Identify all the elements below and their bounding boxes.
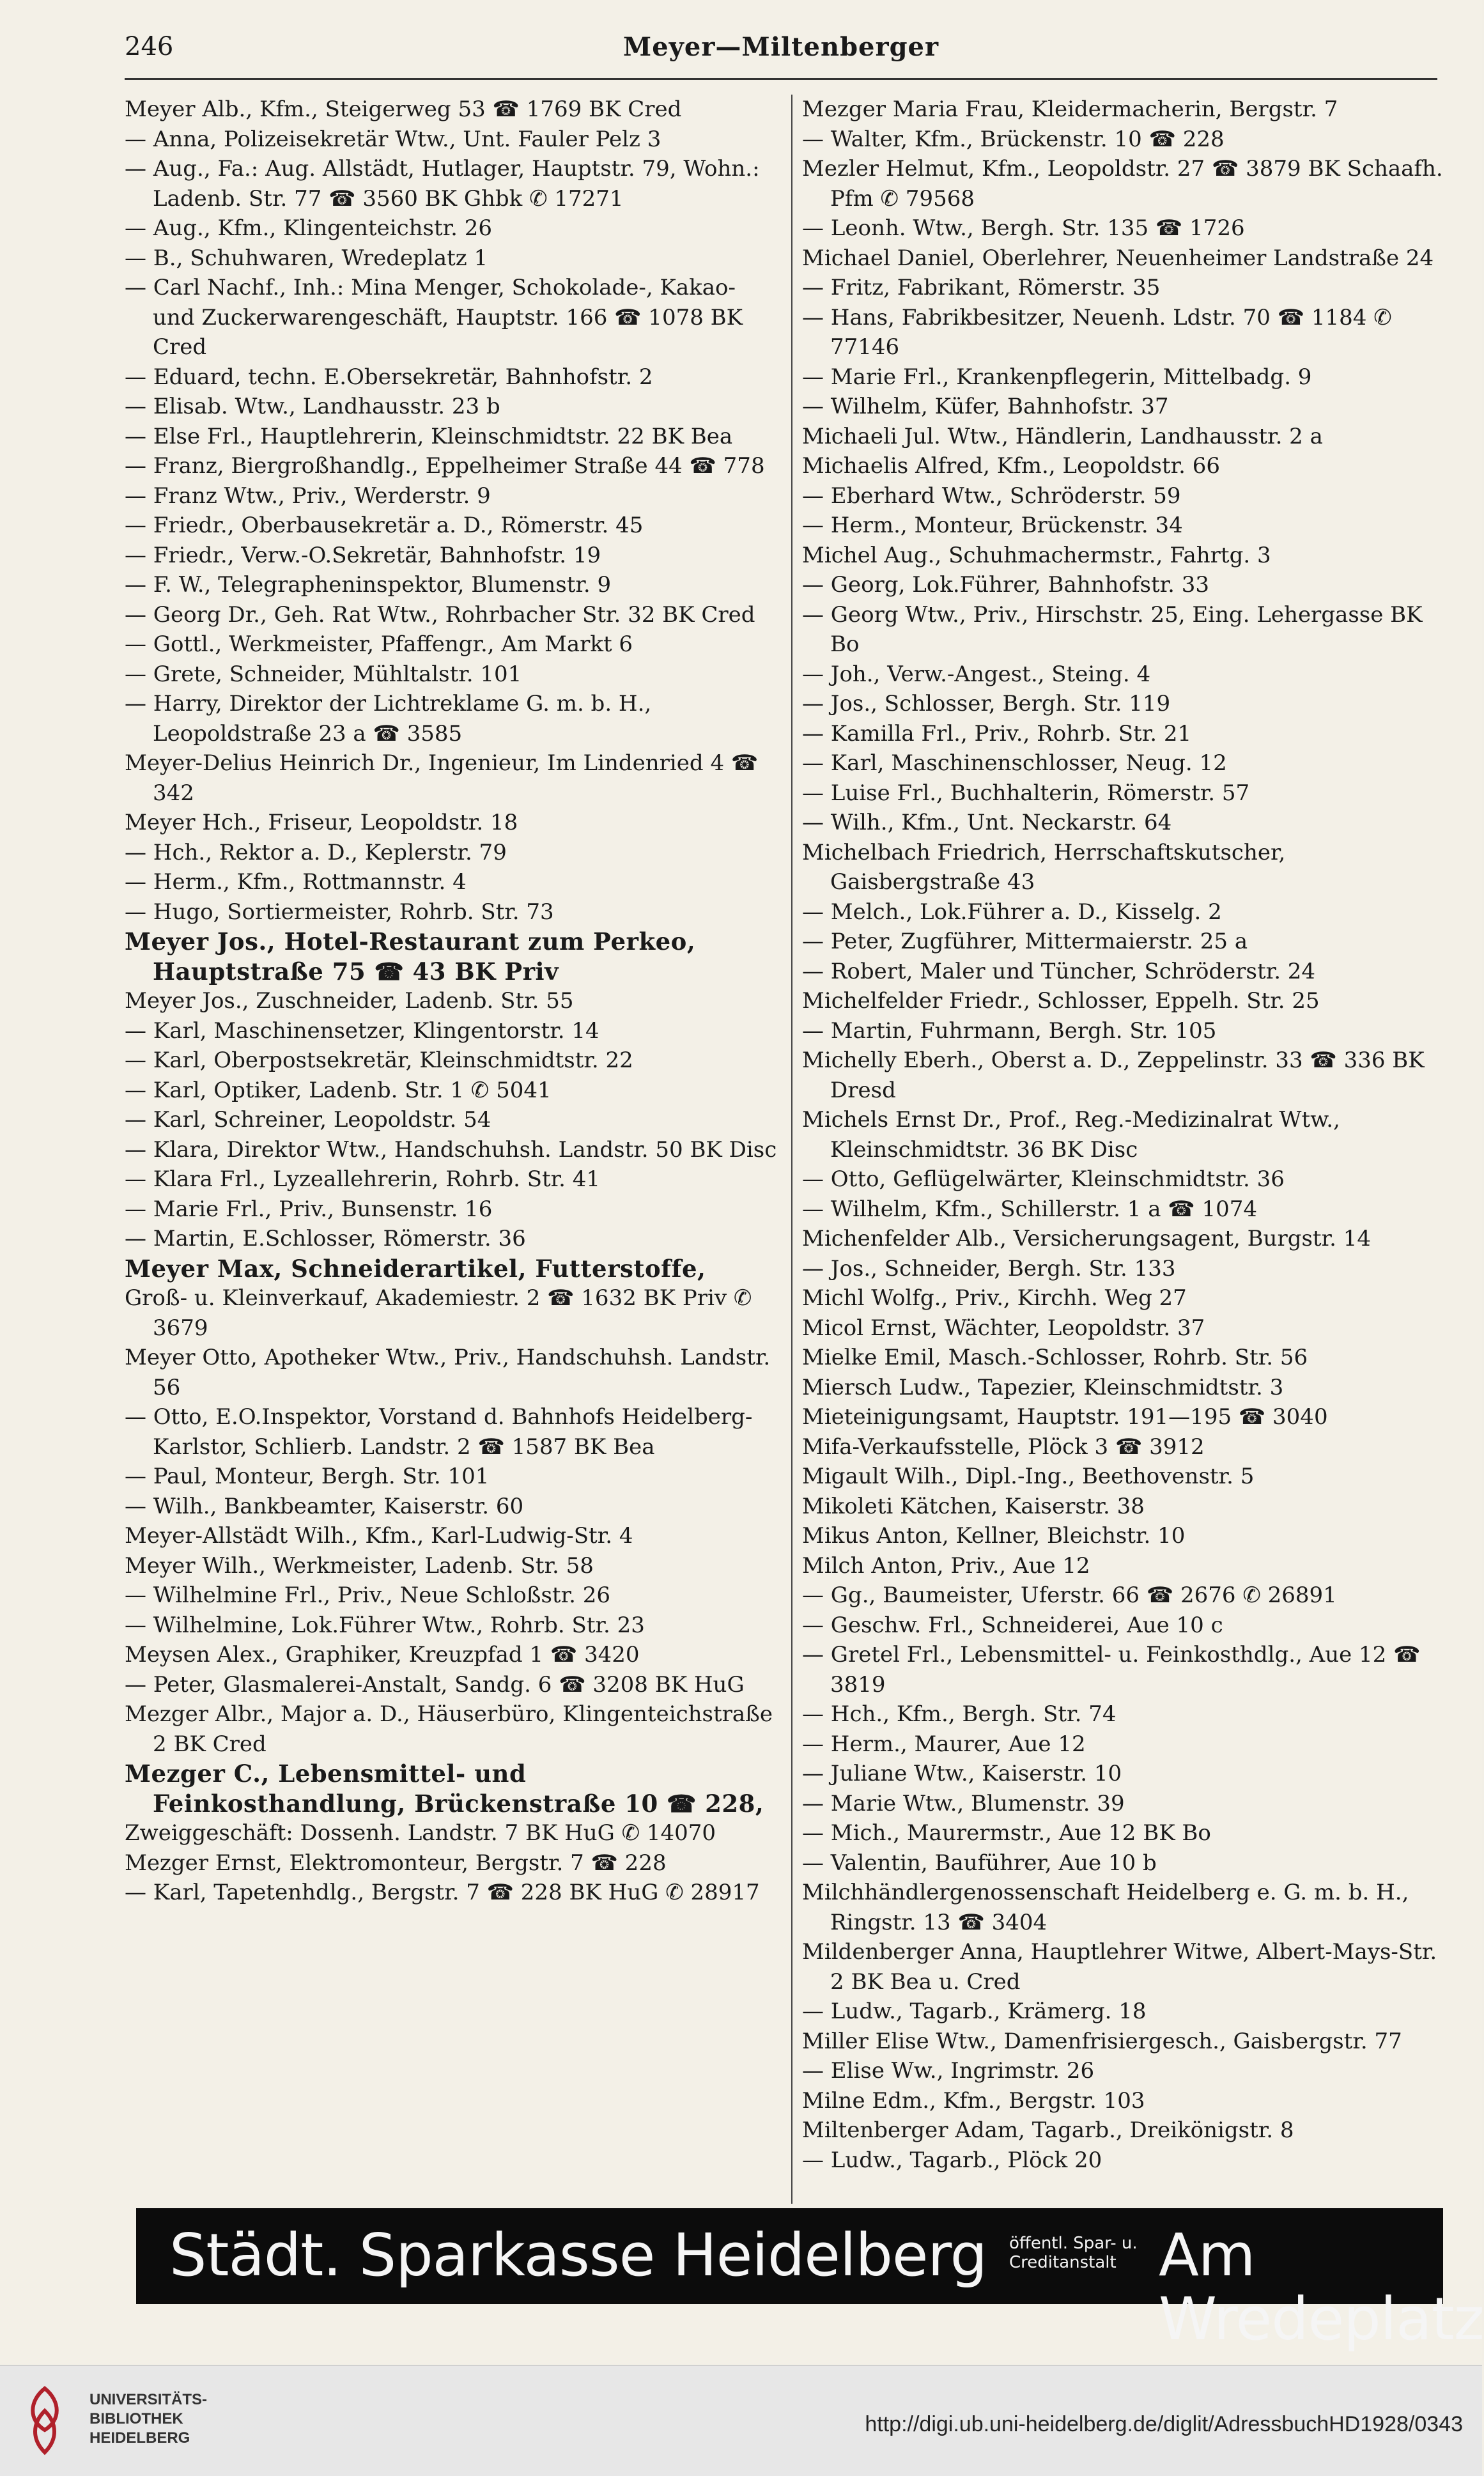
- entry-text: — Robert, Maler und Tüncher, Schröderstr. 24: [802, 958, 1316, 984]
- entry-text: — Karl, Maschinensetzer, Klingentorstr. 14: [125, 1017, 599, 1044]
- directory-entry: [802, 748, 1451, 778]
- directory-entry: [125, 1878, 783, 1908]
- entry-text: Meyer-Delius Heinrich Dr., Ingenieur, Im Lindenried 4 ☎ 342: [125, 750, 759, 806]
- entry-text: — Juliane Wtw., Kaiserstr. 10: [802, 1761, 1122, 1786]
- directory-entry: [802, 1105, 1451, 1164]
- directory-entry: [125, 511, 783, 541]
- directory-entry: [125, 244, 783, 274]
- entry-text: — Walter, Kfm., Brückenstr. 10 ☎ 228: [802, 126, 1225, 152]
- directory-entry: [125, 748, 783, 808]
- entry-text: — Carl Nachf., Inh.: Mina Menger, Schokolade-, Kakao- und Zuckerwarengeschäft, Hauptstr. 166 ☎ 1078 BK Cred: [125, 275, 743, 360]
- entry-text: Mildenberger Anna, Hauptlehrer Witwe, Albert-Mays-Str. 2 BK Bea u. Cred: [802, 1939, 1437, 1995]
- directory-entry: [125, 689, 783, 748]
- logo-line3: HEIDELBERG: [89, 2429, 190, 2447]
- entry-text: Meyer-Allstädt Wilh., Kfm., Karl-Ludwig-Str. 4: [125, 1523, 633, 1549]
- directory-entry: [802, 1729, 1451, 1760]
- entry-text: — Luise Frl., Buchhalterin, Römerstr. 57: [802, 780, 1250, 806]
- directory-entry: [802, 957, 1451, 987]
- header-rule: [125, 78, 1437, 80]
- entry-text: Mikus Anton, Kellner, Bleichstr. 10: [802, 1523, 1186, 1549]
- entry-text: Meyer Otto, Apotheker Wtw., Priv., Handschuhsh. Landstr. 56: [125, 1345, 771, 1400]
- directory-entry: [802, 95, 1451, 125]
- directory-entry: [802, 1789, 1451, 1819]
- entry-text: — Georg Wtw., Priv., Hirschstr. 25, Eing. Lehergasse BK Bo: [802, 601, 1423, 657]
- entry-text: Milch Anton, Priv., Aue 12: [802, 1552, 1090, 1579]
- directory-entry: [125, 1551, 783, 1581]
- entry-text: Michelbach Friedrich, Herrschaftskutscher, Gaisbergstraße 43: [802, 839, 1286, 895]
- directory-entry: [125, 392, 783, 422]
- directory-entry: [125, 838, 783, 868]
- entry-text: — Aug., Kfm., Klingenteichstr. 26: [125, 215, 493, 241]
- directory-entry: [802, 303, 1451, 362]
- entry-text: — Gg., Baumeister, Uferstr. 66 ☎ 2676 ✆ 26891: [802, 1582, 1337, 1608]
- entry-text: — Else Frl., Hauptlehrerin, Kleinschmidtstr. 22 BK Bea: [125, 423, 733, 449]
- entry-text: — Jos., Schlosser, Bergh. Str. 119: [802, 691, 1171, 716]
- entry-text: Michel Aug., Schuhmachermstr., Fahrtg. 3: [802, 542, 1271, 568]
- directory-entry: [125, 1402, 783, 1462]
- directory-entry: [802, 1611, 1451, 1641]
- entry-text: — Peter, Glasmalerei-Anstalt, Sandg. 6 ☎ 3208 BK HuG: [125, 1671, 745, 1698]
- entry-text: — Melch., Lok.Führer a. D., Kisselg. 2: [802, 899, 1222, 925]
- entry-text: — Fritz, Fabrikant, Römerstr. 35: [802, 275, 1161, 300]
- entry-text: — Wilhelm, Küfer, Bahnhofstr. 37: [802, 394, 1169, 419]
- entry-text: — Wilh., Kfm., Unt. Neckarstr. 64: [802, 810, 1172, 835]
- ad-small-line2: Creditanstalt: [1009, 2253, 1117, 2272]
- entry-text: — Valentin, Bauführer, Aue 10 b: [802, 1850, 1157, 1876]
- directory-entry: [125, 1670, 783, 1700]
- logo-line1: UNIVERSITÄTS-: [89, 2391, 208, 2408]
- entry-text: — Franz, Biergroßhandlg., Eppelheimer Straße 44 ☎ 778: [125, 453, 765, 479]
- directory-entry: [125, 1699, 783, 1759]
- directory-entry: [802, 1640, 1451, 1699]
- entry-text: — Elisab. Wtw., Landhausstr. 23 b: [125, 394, 500, 419]
- directory-entry: [802, 422, 1451, 452]
- directory-entry: [125, 1164, 783, 1195]
- directory-entry: [125, 1076, 783, 1106]
- directory-entry: [125, 1046, 783, 1076]
- entry-text: — Peter, Zugführer, Mittermaierstr. 25 a: [802, 929, 1248, 954]
- ad-small-line1: öffentl. Spar- u.: [1009, 2234, 1138, 2253]
- directory-entry: [802, 570, 1451, 600]
- entry-text: — F. W., Telegrapheninspektor, Blumenstr. 9: [125, 572, 612, 598]
- directory-entry: [125, 1343, 783, 1402]
- entry-text: — Elise Ww., Ingrimstr. 26: [802, 2058, 1095, 2084]
- entry-text: Mezger Maria Frau, Kleidermacherin, Bergstr. 7: [802, 97, 1338, 122]
- directory-entry: [802, 2056, 1451, 2086]
- entry-text: — Mich., Maurermstr., Aue 12 BK Bo: [802, 1820, 1211, 1846]
- entry-text: — Joh., Verw.-Angest., Steing. 4: [802, 661, 1151, 687]
- page-header: [125, 32, 1437, 77]
- entry-text: Meyer Jos., Hotel-Restaurant zum Perkeo, Hauptstraße 75 ☎ 43 BK Priv: [125, 927, 696, 986]
- directory-entry: [802, 1699, 1451, 1729]
- entry-text: — Wilh., Bankbeamter, Kaiserstr. 60: [125, 1493, 524, 1519]
- directory-entry: [802, 689, 1451, 719]
- directory-entry: [802, 1759, 1451, 1789]
- directory-entry: [125, 213, 783, 244]
- directory-entry: [802, 1373, 1451, 1403]
- entry-text: — Herm., Kfm., Rottmannstr. 4: [125, 869, 467, 895]
- directory-entry: [125, 1254, 783, 1284]
- directory-entry: [125, 927, 783, 986]
- directory-entry: [802, 778, 1451, 809]
- entry-text: Michael Daniel, Oberlehrer, Neuenheimer Landstraße 24: [802, 245, 1434, 271]
- entry-text: Mifa-Verkaufsstelle, Plöck 3 ☎ 3912: [802, 1434, 1205, 1460]
- entry-text: — Geschw. Frl., Schneiderei, Aue 10 c: [802, 1612, 1223, 1638]
- directory-entry: [125, 1224, 783, 1254]
- directory-entry: [802, 1878, 1451, 1937]
- directory-entry: [802, 1283, 1451, 1313]
- entry-text: — Paul, Monteur, Bergh. Str. 101: [125, 1464, 490, 1489]
- entry-text: Miltenberger Adam, Tagarb., Dreikönigstr. 8: [802, 2117, 1294, 2143]
- directory-entry: [802, 213, 1451, 244]
- right-column: [802, 95, 1451, 2204]
- directory-entry: [802, 1224, 1451, 1254]
- entry-text: — Aug., Fa.: Aug. Allstädt, Hutlager, Hauptstr. 79, Wohn.: Ladenb. Str. 77 ☎ 3560 BK Ghbk ✆ 17271: [125, 156, 760, 212]
- entry-text: Mezger Ernst, Elektromonteur, Bergstr. 7 ☎ 228: [125, 1850, 667, 1876]
- entry-text: — Karl, Optiker, Ladenb. Str. 1 ✆ 5041: [125, 1077, 552, 1103]
- directory-entry: [125, 1521, 783, 1551]
- entry-text: Meyer Alb., Kfm., Steigerweg 53 ☎ 1769 BK Cred: [125, 97, 682, 122]
- directory-entry: [125, 600, 783, 630]
- directory-entry: [802, 1462, 1451, 1492]
- entry-text: — Klara, Direktor Wtw., Handschuhsh. Landstr. 50 BK Disc: [125, 1136, 777, 1163]
- directory-entry: [125, 570, 783, 600]
- logo-line2: BIBLIOTHEK: [89, 2410, 183, 2427]
- directory-entry: [802, 600, 1451, 660]
- directory-entry: [802, 1521, 1451, 1551]
- directory-entry: [125, 451, 783, 481]
- entry-text: — Karl, Tapetenhdlg., Bergstr. 7 ☎ 228 BK HuG ✆ 28917: [125, 1880, 760, 1905]
- directory-entry: [802, 1343, 1451, 1373]
- directory-entry: [802, 1432, 1451, 1462]
- directory-entry: [125, 125, 783, 155]
- directory-entry: [802, 2116, 1451, 2146]
- entry-text: — Otto, E.O.Inspektor, Vorstand d. Bahnhofs Heidelberg-Karlstor, Schlierb. Landstr. 2 ☎ 1587 BK Bea: [125, 1404, 753, 1460]
- directory-entry: [125, 808, 783, 838]
- directory-entry: [802, 1492, 1451, 1522]
- entry-text: — Anna, Polizeisekretär Wtw., Unt. Fauler Pelz 3: [125, 126, 661, 152]
- entry-text: — Marie Frl., Krankenpflegerin, Mittelbadg. 9: [802, 364, 1312, 390]
- directory-entry: [125, 867, 783, 897]
- library-name: [89, 2390, 207, 2448]
- entry-text: Mikoleti Kätchen, Kaiserstr. 38: [802, 1493, 1145, 1519]
- directory-entry: [802, 481, 1451, 511]
- ad-main-text: Städt. Sparkasse Heidelberg: [169, 2221, 987, 2289]
- viewer-footer: [0, 2365, 1482, 2476]
- entry-text: — Martin, Fuhrmann, Bergh. Str. 105: [802, 1017, 1217, 1044]
- entry-text: — Karl, Schreiner, Leopoldstr. 54: [125, 1107, 491, 1133]
- directory-entry: [125, 1135, 783, 1165]
- running-title: Meyer—Miltenberger: [622, 32, 939, 62]
- directory-entry: [125, 1848, 783, 1878]
- directory-entry: [802, 1848, 1451, 1878]
- entry-text: Mieteinigungsamt, Hauptstr. 191—195 ☎ 3040: [802, 1404, 1328, 1430]
- entry-text: Milne Edm., Kfm., Bergstr. 103: [802, 2087, 1145, 2114]
- entry-text: — Wilhelm, Kfm., Schillerstr. 1 a ☎ 1074: [802, 1196, 1257, 1222]
- directory-entry: [802, 927, 1451, 957]
- entry-text: Milchhändlergenossenschaft Heidelberg e. G. m. b. H., Ringstr. 13 ☎ 3404: [802, 1880, 1409, 1935]
- entry-text: — Wilhelmine Frl., Priv., Neue Schloßstr. 26: [125, 1582, 610, 1608]
- directory-entry: [125, 541, 783, 571]
- left-column: [125, 95, 783, 2204]
- directory-entry: [802, 1195, 1451, 1225]
- entry-text: — Herm., Maurer, Aue 12: [802, 1731, 1086, 1757]
- entry-text: — Karl, Oberpostsekretär, Kleinschmidtstr. 22: [125, 1048, 633, 1073]
- directory-entry: [125, 1611, 783, 1641]
- entry-text: — Harry, Direktor der Lichtreklame G. m. b. H., Leopoldstraße 23 a ☎ 3585: [125, 691, 652, 747]
- entry-text: Michelly Eberh., Oberst a. D., Zeppelinstr. 33 ☎ 336 BK Dresd: [802, 1048, 1425, 1103]
- entry-text: — Karl, Maschinenschlosser, Neug. 12: [802, 750, 1227, 776]
- directory-entry: [802, 392, 1451, 422]
- entry-text: — Jos., Schneider, Bergh. Str. 133: [802, 1255, 1176, 1281]
- directory-entry: [802, 1016, 1451, 1046]
- entry-text: — Marie Frl., Priv., Bunsenstr. 16: [125, 1196, 493, 1222]
- directory-entry: [125, 1581, 783, 1611]
- column-divider: [791, 95, 792, 2204]
- directory-entry: [125, 1195, 783, 1225]
- entry-text: — Leonh. Wtw., Bergh. Str. 135 ☎ 1726: [802, 215, 1245, 241]
- entry-text: — Georg Dr., Geh. Rat Wtw., Rohrbacher Str. 32 BK Cred: [125, 601, 755, 628]
- entry-text: Meyer Max, Schneiderartikel, Futterstoffe,: [125, 1254, 706, 1283]
- directory-entry: [802, 986, 1451, 1016]
- directory-entry: [802, 1254, 1451, 1284]
- directory-entry: [802, 1937, 1451, 1997]
- entry-text: — Gottl., Werkmeister, Pfaffengr., Am Markt 6: [125, 631, 633, 657]
- directory-entry: [802, 897, 1451, 927]
- directory-entry: [125, 1492, 783, 1522]
- directory-entry: [802, 273, 1451, 303]
- directory-entry: [802, 808, 1451, 838]
- entry-text: Mezger Albr., Major a. D., Häuserbüro, Klingenteichstraße 2 BK Cred: [125, 1701, 773, 1757]
- entry-text: — Hugo, Sortiermeister, Rohrb. Str. 73: [125, 899, 554, 925]
- entry-text: Zweiggeschäft: Dossenh. Landstr. 7 BK HuG ✆ 14070: [125, 1820, 716, 1846]
- directory-entry: [802, 660, 1451, 690]
- entry-text: Migault Wilh., Dipl.-Ing., Beethovenstr. 5: [802, 1464, 1255, 1489]
- directory-entry: [802, 1818, 1451, 1848]
- entry-text: Meysen Alex., Graphiker, Kreuzpfad 1 ☎ 3420: [125, 1642, 640, 1667]
- entry-text: — Otto, Geflügelwärter, Kleinschmidtstr. 36: [802, 1166, 1285, 1192]
- entry-text: Miersch Ludw., Tapezier, Kleinschmidtstr. 3: [802, 1374, 1284, 1400]
- entry-text: Michl Wolfg., Priv., Kirchh. Weg 27: [802, 1285, 1187, 1311]
- directory-entry: [125, 422, 783, 452]
- entry-text: — Martin, E.Schlosser, Römerstr. 36: [125, 1226, 526, 1251]
- entry-text: Mezler Helmut, Kfm., Leopoldstr. 27 ☎ 3879 BK Schaafh. Pfm ✆ 79568: [802, 156, 1443, 212]
- directory-entry: [125, 1105, 783, 1135]
- directory-entry: [802, 125, 1451, 155]
- directory-entry: [802, 1313, 1451, 1343]
- directory-entry: [802, 719, 1451, 749]
- entry-text: Michelfelder Friedr., Schlosser, Eppelh. Str. 25: [802, 988, 1320, 1014]
- page-number: 246: [125, 32, 174, 61]
- entry-text: — Ludw., Tagarb., Krämerg. 18: [802, 1999, 1147, 2024]
- directory-entry: [125, 362, 783, 392]
- entry-text: — Herm., Monteur, Brückenstr. 34: [802, 513, 1183, 538]
- entry-text: Mezger C., Lebensmittel- und Feinkosthandlung, Brückenstraße 10 ☎ 228,: [125, 1760, 764, 1818]
- directory-entry: [125, 1818, 783, 1848]
- entry-text: — Kamilla Frl., Priv., Rohrb. Str. 21: [802, 720, 1192, 747]
- directory-entry: [125, 897, 783, 927]
- entry-text: — B., Schuhwaren, Wredeplatz 1: [125, 245, 488, 271]
- entry-text: — Hans, Fabrikbesitzer, Neuenh. Ldstr. 70 ☎ 1184 ✆ 77146: [802, 304, 1392, 360]
- university-library-logo-icon: [16, 2385, 73, 2456]
- entry-text: Micol Ernst, Wächter, Leopoldstr. 37: [802, 1315, 1205, 1341]
- directory-entry: [125, 1462, 783, 1492]
- directory-entry: [125, 1016, 783, 1046]
- directory-entry: [125, 273, 783, 362]
- directory-entry: [125, 154, 783, 213]
- ad-location-text: Am Wredeplatz: [1159, 2221, 1484, 2353]
- entry-text: — Friedr., Oberbausekretär a. D., Römerstr. 45: [125, 513, 644, 538]
- sparkasse-advertisement: [136, 2208, 1484, 2353]
- directory-entry: [802, 2146, 1451, 2176]
- directory-entry: [802, 2027, 1451, 2057]
- entry-text: — Gretel Frl., Lebensmittel- u. Feinkosthdlg., Aue 12 ☎ 3819: [802, 1642, 1421, 1698]
- entry-text: — Klara Frl., Lyzeallehrerin, Rohrb. Str. 41: [125, 1166, 601, 1192]
- directory-entry: [802, 1164, 1451, 1195]
- directory-entry: [802, 1997, 1451, 2027]
- directory-entry: [125, 1283, 783, 1343]
- entry-text: Michels Ernst Dr., Prof., Reg.-Medizinalrat Wtw., Kleinschmidtstr. 36 BK Disc: [802, 1107, 1340, 1163]
- entry-text: Meyer Jos., Zuschneider, Ladenb. Str. 55: [125, 988, 574, 1014]
- directory-entry: [125, 1759, 783, 1818]
- directory-entry: [802, 362, 1451, 392]
- entry-text: — Hch., Kfm., Bergh. Str. 74: [802, 1701, 1117, 1727]
- directory-entry: [802, 1402, 1451, 1432]
- directory-entry: [802, 838, 1451, 897]
- directory-entry: [802, 154, 1451, 213]
- entry-text: Miller Elise Wtw., Damenfrisiergesch., Gaisbergstr. 77: [802, 2028, 1402, 2054]
- directory-entry: [125, 660, 783, 690]
- directory-entry: [802, 244, 1451, 274]
- directory-entry: [125, 481, 783, 511]
- entry-text: — Friedr., Verw.-O.Sekretär, Bahnhofstr. 19: [125, 542, 601, 568]
- entry-text: Mielke Emil, Masch.-Schlosser, Rohrb. Str. 56: [802, 1345, 1308, 1370]
- directory-entry: [802, 541, 1451, 571]
- directory-entry: [802, 1046, 1451, 1105]
- directory-entry: [125, 630, 783, 660]
- entry-text: — Georg, Lok.Führer, Bahnhofstr. 33: [802, 572, 1210, 598]
- entry-text: — Wilhelmine, Lok.Führer Wtw., Rohrb. Str. 23: [125, 1612, 645, 1638]
- entry-text: — Eberhard Wtw., Schröderstr. 59: [802, 483, 1181, 509]
- entry-text: Michaelis Alfred, Kfm., Leopoldstr. 66: [802, 453, 1220, 479]
- directory-entry: [125, 95, 783, 125]
- entry-text: — Ludw., Tagarb., Plöck 20: [802, 2147, 1102, 2173]
- directory-entry: [802, 1581, 1451, 1611]
- directory-entry: [802, 2086, 1451, 2116]
- directory-entry: [125, 986, 783, 1016]
- entry-text: — Marie Wtw., Blumenstr. 39: [802, 1790, 1125, 1816]
- directory-entry: [125, 1640, 783, 1670]
- entry-text: Meyer Hch., Friseur, Leopoldstr. 18: [125, 810, 518, 835]
- entry-text: — Franz Wtw., Priv., Werderstr. 9: [125, 483, 491, 509]
- entry-text: Michaeli Jul. Wtw., Händlerin, Landhausstr. 2 a: [802, 423, 1323, 449]
- directory-entry: [802, 1551, 1451, 1581]
- ad-small-text: [1009, 2234, 1138, 2272]
- directory-entry: [802, 511, 1451, 541]
- entry-text: Meyer Wilh., Werkmeister, Ladenb. Str. 58: [125, 1552, 594, 1579]
- entry-text: Michenfelder Alb., Versicherungsagent, Burgstr. 14: [802, 1226, 1371, 1251]
- entry-text: — Hch., Rektor a. D., Keplerstr. 79: [125, 839, 507, 865]
- directory-entry: [802, 451, 1451, 481]
- entry-text: — Eduard, techn. E.Obersekretär, Bahnhofstr. 2: [125, 364, 653, 390]
- source-url-link[interactable]: http://digi.ub.uni-heidelberg.de/diglit/AdressbuchHD1928/0343: [865, 2412, 1463, 2436]
- entry-text: — Grete, Schneider, Mühltalstr. 101: [125, 661, 522, 687]
- entry-text: Groß- u. Kleinverkauf, Akademiestr. 2 ☎ 1632 BK Priv ✆ 3679: [125, 1285, 752, 1341]
